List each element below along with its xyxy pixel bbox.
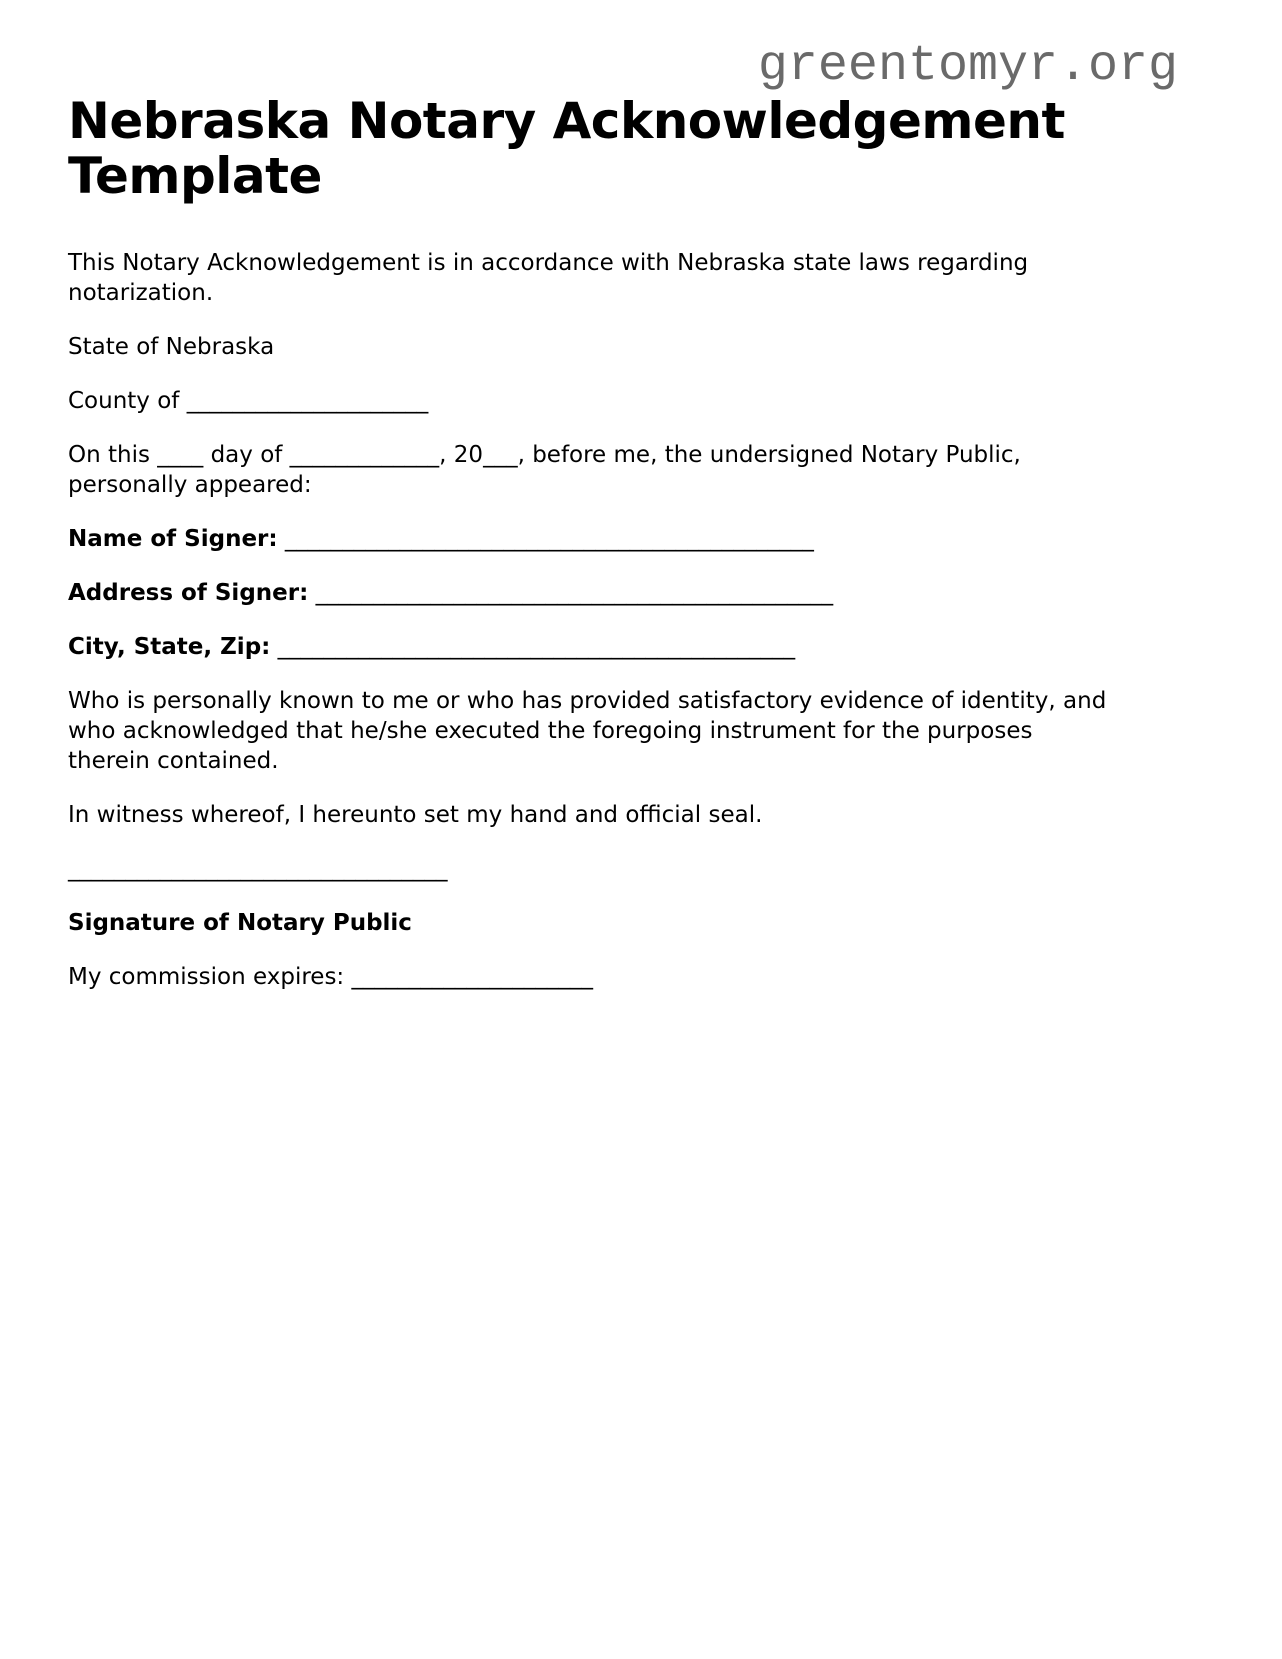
acknowledgement-paragraph: [68, 686, 1214, 776]
address-of-signer-label: Address of Signer:: [68, 580, 309, 606]
name-of-signer-blank: ______________________________________________: [284, 526, 814, 552]
city-state-zip-label: City, State, Zip:: [68, 634, 271, 660]
acknowledgement-line-3: therein contained.: [68, 748, 279, 774]
notary-signature-blank-line: _________________________________: [68, 856, 448, 882]
city-state-zip-blank: _____________________________________________: [277, 634, 796, 660]
acknowledgement-line-1: Who is personally known to me or who has provided satisfactory evidence of identity, and: [68, 688, 1107, 714]
city-state-zip-line: [68, 632, 1214, 662]
intro-line-2: notarization.: [68, 280, 214, 306]
document-body: [68, 248, 1214, 992]
signature-of-notary-label: Signature of Notary Public: [68, 910, 412, 936]
page-title-line-1: Nebraska Notary Acknowledgement: [68, 92, 1065, 150]
acknowledgement-line-2: who acknowledged that he/she executed the foregoing instrument for the purposes: [68, 718, 1033, 744]
state-line: State of Nebraska: [68, 334, 275, 360]
address-of-signer-line: [68, 578, 1214, 608]
commission-line: [68, 962, 1214, 992]
commission-blank-line: _____________________: [351, 964, 593, 990]
county-line: [68, 386, 1214, 416]
name-of-signer-line: [68, 524, 1214, 554]
name-of-signer-label: Name of Signer:: [68, 526, 278, 552]
execution-line-2: personally appeared:: [68, 472, 312, 498]
witness-line: In witness whereof, I hereunto set my hand and official seal.: [68, 802, 763, 828]
county-blank-line: _____________________: [186, 388, 429, 414]
address-of-signer-blank: _____________________________________________: [315, 580, 834, 606]
site-watermark: greentomyr.org: [757, 38, 1178, 95]
intro-line-1: This Notary Acknowledgement is in accordance with Nebraska state laws regarding: [68, 250, 1029, 276]
intro-paragraph: [68, 248, 1214, 308]
page-title: [68, 94, 1214, 204]
page-title-line-2: Template: [68, 147, 322, 205]
execution-paragraph: [68, 440, 1214, 500]
execution-line-1: On this ____ day of _____________, 20___, before me, the undersigned Notary Public,: [68, 442, 1021, 468]
county-label: County of: [68, 388, 187, 414]
commission-label: My commission expires:: [68, 964, 352, 990]
